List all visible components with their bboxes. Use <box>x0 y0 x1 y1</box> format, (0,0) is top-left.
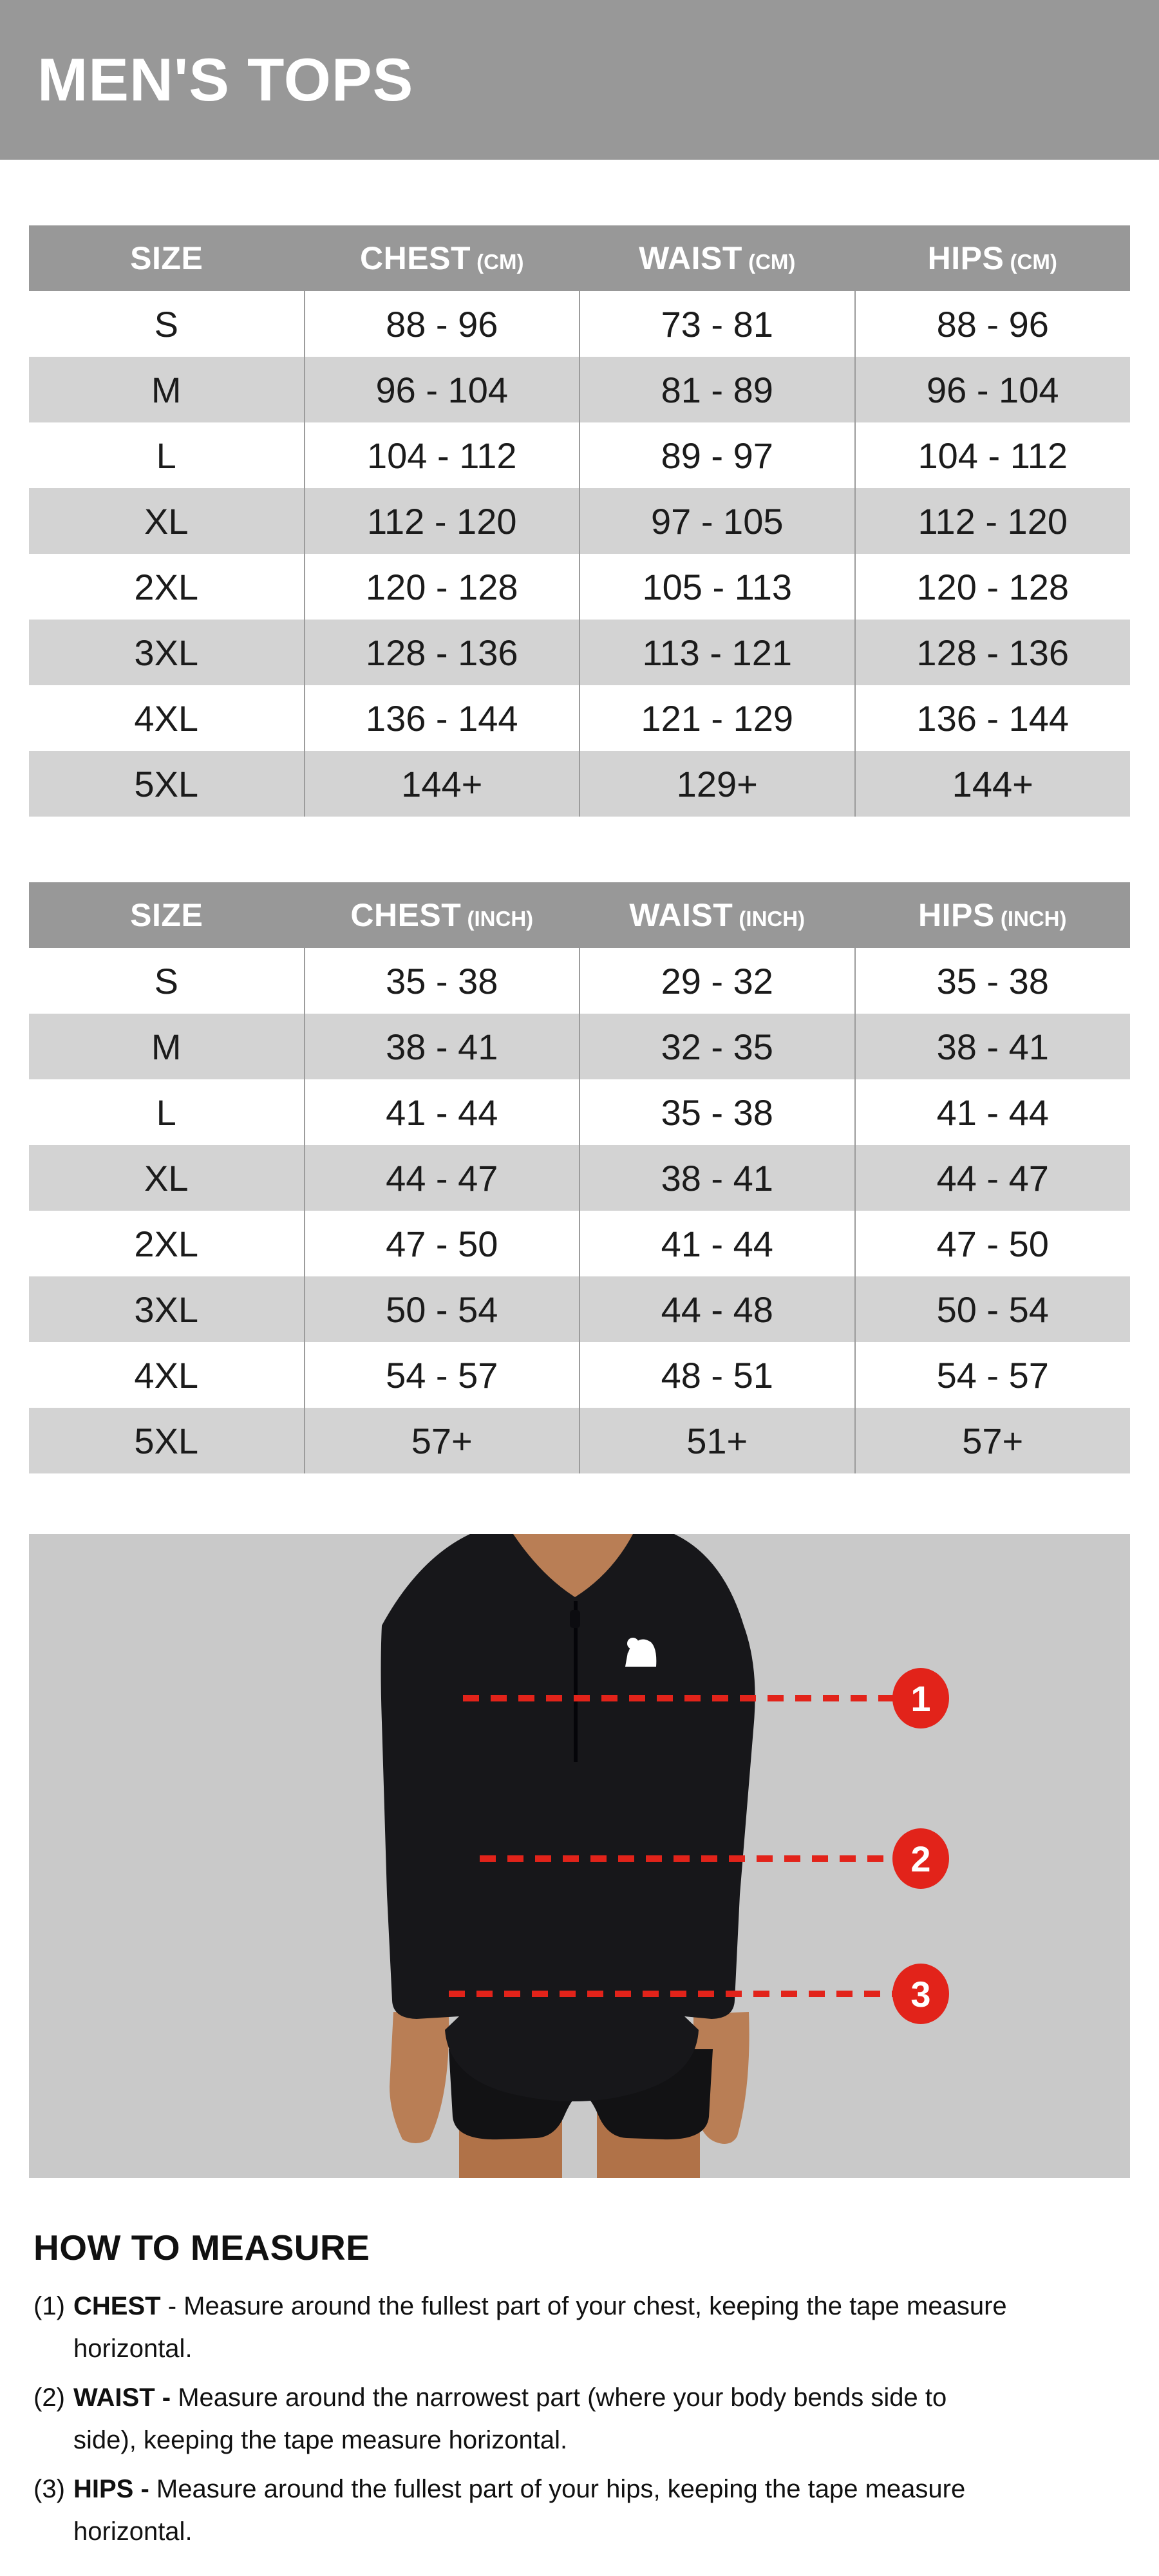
marker-3-badge: 3 <box>892 1964 949 2024</box>
range-cell: 35 - 38 <box>855 948 1131 1014</box>
range-cell: 128 - 136 <box>855 620 1131 685</box>
column-header-hips: HIPS (INCH) <box>855 882 1131 948</box>
measurement-figure <box>29 1534 1130 2178</box>
marker-2-badge: 2 <box>892 1828 949 1889</box>
range-cell: 120 - 128 <box>855 554 1131 620</box>
item-label: WAIST - <box>73 2383 171 2412</box>
item-number: (3) <box>33 2475 65 2503</box>
column-header-waist: WAIST (CM) <box>580 225 855 291</box>
range-cell: 88 - 96 <box>855 291 1131 357</box>
range-cell: 29 - 32 <box>580 948 855 1014</box>
size-table-cm-header <box>29 225 1130 291</box>
how-to-measure-list <box>33 2285 1012 2553</box>
page-header-band <box>0 0 1159 160</box>
table-row <box>29 685 1130 751</box>
range-cell: 41 - 44 <box>580 1211 855 1276</box>
table-row <box>29 488 1130 554</box>
item-text: CHEST - Measure around the fullest part of your chest, keeping the tape measure horizontal. <box>73 2292 1007 2363</box>
column-header-size: SIZE <box>29 225 305 291</box>
column-header-chest: CHEST (CM) <box>305 225 580 291</box>
range-cell: 112 - 120 <box>855 488 1131 554</box>
table-row <box>29 554 1130 620</box>
range-cell: 89 - 97 <box>580 422 855 488</box>
unit-label: (CM) <box>742 250 796 274</box>
range-cell: 50 - 54 <box>855 1276 1131 1342</box>
range-cell: 41 - 44 <box>855 1079 1131 1145</box>
size-cell: XL <box>29 1145 305 1211</box>
measure-instruction-item <box>33 2468 1012 2553</box>
left-hand <box>390 2012 449 2143</box>
table-row <box>29 1408 1130 1473</box>
range-cell: 121 - 129 <box>580 685 855 751</box>
range-cell: 136 - 144 <box>305 685 580 751</box>
range-cell: 54 - 57 <box>855 1342 1131 1408</box>
range-cell: 105 - 113 <box>580 554 855 620</box>
item-number: (2) <box>33 2383 65 2412</box>
how-to-measure-heading: HOW TO MEASURE <box>33 2228 370 2268</box>
range-cell: 32 - 35 <box>580 1014 855 1079</box>
range-cell: 113 - 121 <box>580 620 855 685</box>
table-row <box>29 948 1130 1014</box>
size-cell: 5XL <box>29 751 305 817</box>
range-cell: 38 - 41 <box>580 1145 855 1211</box>
marker-1-badge: 1 <box>892 1668 949 1728</box>
range-cell: 129+ <box>580 751 855 817</box>
size-cell: 2XL <box>29 1211 305 1276</box>
range-cell: 73 - 81 <box>580 291 855 357</box>
size-cell: 5XL <box>29 1408 305 1473</box>
size-cell: M <box>29 1014 305 1079</box>
how-to-measure-section <box>33 2227 1012 2553</box>
table-row <box>29 1079 1130 1145</box>
range-cell: 112 - 120 <box>305 488 580 554</box>
size-cell: 4XL <box>29 1342 305 1408</box>
column-header-chest: CHEST (INCH) <box>305 882 580 948</box>
size-table-cm <box>29 225 1130 817</box>
size-cell: S <box>29 948 305 1014</box>
range-cell: 44 - 48 <box>580 1276 855 1342</box>
size-cell: 3XL <box>29 1276 305 1342</box>
column-header-waist: WAIST (INCH) <box>580 882 855 948</box>
range-cell: 88 - 96 <box>305 291 580 357</box>
table-row <box>29 291 1130 357</box>
size-cell: S <box>29 291 305 357</box>
range-cell: 41 - 44 <box>305 1079 580 1145</box>
size-cell: M <box>29 357 305 422</box>
size-cell: 2XL <box>29 554 305 620</box>
column-header-size: SIZE <box>29 882 305 948</box>
item-text: WAIST - Measure around the narrowest part (where your body bends side to side), keeping the tape measure horizontal. <box>73 2383 947 2454</box>
range-cell: 97 - 105 <box>580 488 855 554</box>
range-cell: 47 - 50 <box>855 1211 1131 1276</box>
long-sleeve-shirt <box>381 1534 755 2101</box>
range-cell: 38 - 41 <box>855 1014 1131 1079</box>
range-cell: 120 - 128 <box>305 554 580 620</box>
range-cell: 57+ <box>305 1408 580 1473</box>
range-cell: 44 - 47 <box>855 1145 1131 1211</box>
range-cell: 54 - 57 <box>305 1342 580 1408</box>
range-cell: 50 - 54 <box>305 1276 580 1342</box>
range-cell: 51+ <box>580 1408 855 1473</box>
table-row <box>29 1276 1130 1342</box>
waist-measure-line <box>480 1855 893 1862</box>
range-cell: 47 - 50 <box>305 1211 580 1276</box>
unit-label: (CM) <box>1004 250 1057 274</box>
size-table-inch <box>29 882 1130 1473</box>
size-table-inch-header <box>29 882 1130 948</box>
range-cell: 35 - 38 <box>305 948 580 1014</box>
measure-instruction-item <box>33 2285 1012 2370</box>
table-row <box>29 1014 1130 1079</box>
unit-label: (CM) <box>471 250 524 274</box>
range-cell: 57+ <box>855 1408 1131 1473</box>
item-number: (1) <box>33 2292 65 2320</box>
item-label: HIPS - <box>73 2475 149 2503</box>
table-row <box>29 620 1130 685</box>
range-cell: 35 - 38 <box>580 1079 855 1145</box>
measure-instruction-item <box>33 2376 1012 2461</box>
table-row <box>29 357 1130 422</box>
column-header-hips: HIPS (CM) <box>855 225 1131 291</box>
size-cell: L <box>29 422 305 488</box>
hips-measure-line <box>449 1991 893 1997</box>
chest-measure-line <box>463 1695 893 1701</box>
range-cell: 96 - 104 <box>305 357 580 422</box>
size-cell: 3XL <box>29 620 305 685</box>
unit-label: (INCH) <box>461 907 534 931</box>
size-cell: 4XL <box>29 685 305 751</box>
item-text: HIPS - Measure around the fullest part of your hips, keeping the tape measure horizontal. <box>73 2475 966 2546</box>
range-cell: 38 - 41 <box>305 1014 580 1079</box>
zipper-pull <box>570 1610 580 1628</box>
page-title: MEN'S TOPS <box>37 46 414 113</box>
table-row <box>29 751 1130 817</box>
range-cell: 144+ <box>305 751 580 817</box>
range-cell: 81 - 89 <box>580 357 855 422</box>
range-cell: 128 - 136 <box>305 620 580 685</box>
range-cell: 104 - 112 <box>855 422 1131 488</box>
table-row <box>29 1145 1130 1211</box>
range-cell: 104 - 112 <box>305 422 580 488</box>
table-row <box>29 1342 1130 1408</box>
range-cell: 136 - 144 <box>855 685 1131 751</box>
range-cell: 48 - 51 <box>580 1342 855 1408</box>
size-cell: L <box>29 1079 305 1145</box>
table-row <box>29 1211 1130 1276</box>
range-cell: 44 - 47 <box>305 1145 580 1211</box>
unit-label: (INCH) <box>733 907 806 931</box>
range-cell: 144+ <box>855 751 1131 817</box>
range-cell: 96 - 104 <box>855 357 1131 422</box>
table-row <box>29 422 1130 488</box>
size-cell: XL <box>29 488 305 554</box>
item-label: CHEST <box>73 2292 161 2320</box>
unit-label: (INCH) <box>994 907 1067 931</box>
